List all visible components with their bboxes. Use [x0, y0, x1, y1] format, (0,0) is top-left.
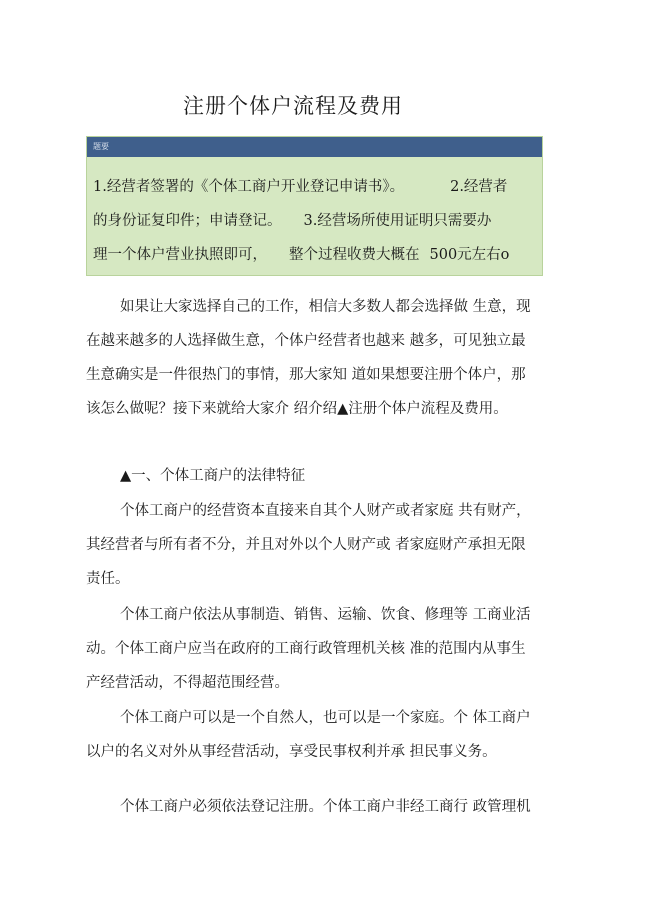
summary-box: [86, 136, 543, 276]
paragraph-line: 在越来越多的人选择做生意，个体户经营者也越来 越多，可见独立最: [86, 333, 526, 349]
paragraph-line: 该怎么做呢？接下来就给大家介 绍介绍▲注册个体户流程及费用。: [86, 401, 508, 417]
paragraph-line: 产经营活动，不得超范围经营。: [86, 675, 289, 691]
paragraph-line: 个体工商户必须依法登记注册。个体工商户非经工商行 政管理机: [120, 799, 531, 815]
paragraph-line: 如果让大家选择自己的工作，相信大多数人都会选择做 生意，现: [120, 299, 531, 315]
summary-text: 理一个体户营业执照即可，: [93, 247, 267, 263]
paragraph-line: 生意确实是一件很热门的事情，那大家知 道如果想要注册个体户，那: [86, 367, 526, 383]
summary-text: 整个过程收费大概在: [289, 247, 420, 263]
summary-text: 2.经营者: [450, 179, 508, 195]
summary-header: 题要: [87, 137, 542, 157]
paragraph-line: 动。个体工商户应当在政府的工商行政管理机关核 准的范围内从事生: [86, 641, 526, 657]
summary-line-2: [93, 209, 491, 230]
paragraph-line: 责任。: [86, 571, 130, 587]
summary-text: 3.经营场所使用证明只需要办: [303, 213, 492, 229]
summary-line-1: [93, 175, 507, 196]
summary-text: 500元左右o: [429, 247, 510, 263]
paragraph-line: 个体工商户可以是一个自然人，也可以是一个家庭。个 体工商户: [120, 710, 531, 726]
paragraph-line: 以户的名义对外从事经营活动，享受民事权利并承 担民事义务。: [86, 744, 497, 760]
paragraph-line: 其经营者与所有者不分，并且对外以个人财产或 者家庭财产承担无限: [86, 537, 526, 553]
summary-text: 的身份证复印件；申请登记。: [93, 213, 282, 229]
paragraph-line: 个体工商户依法从事制造、销售、运输、饮食、修理等 工商业活: [120, 607, 531, 623]
paragraph-line: 个体工商户的经营资本直接来自其个人财产或者家庭 共有财产，: [120, 503, 531, 519]
section-heading: ▲一、个体工商户的法律特征: [120, 468, 306, 484]
page-title: 注册个体户流程及费用: [183, 94, 403, 118]
summary-text: 1.经营者签署的《个体工商户开业登记申请书》。: [93, 179, 405, 195]
summary-line-3: [93, 243, 509, 264]
